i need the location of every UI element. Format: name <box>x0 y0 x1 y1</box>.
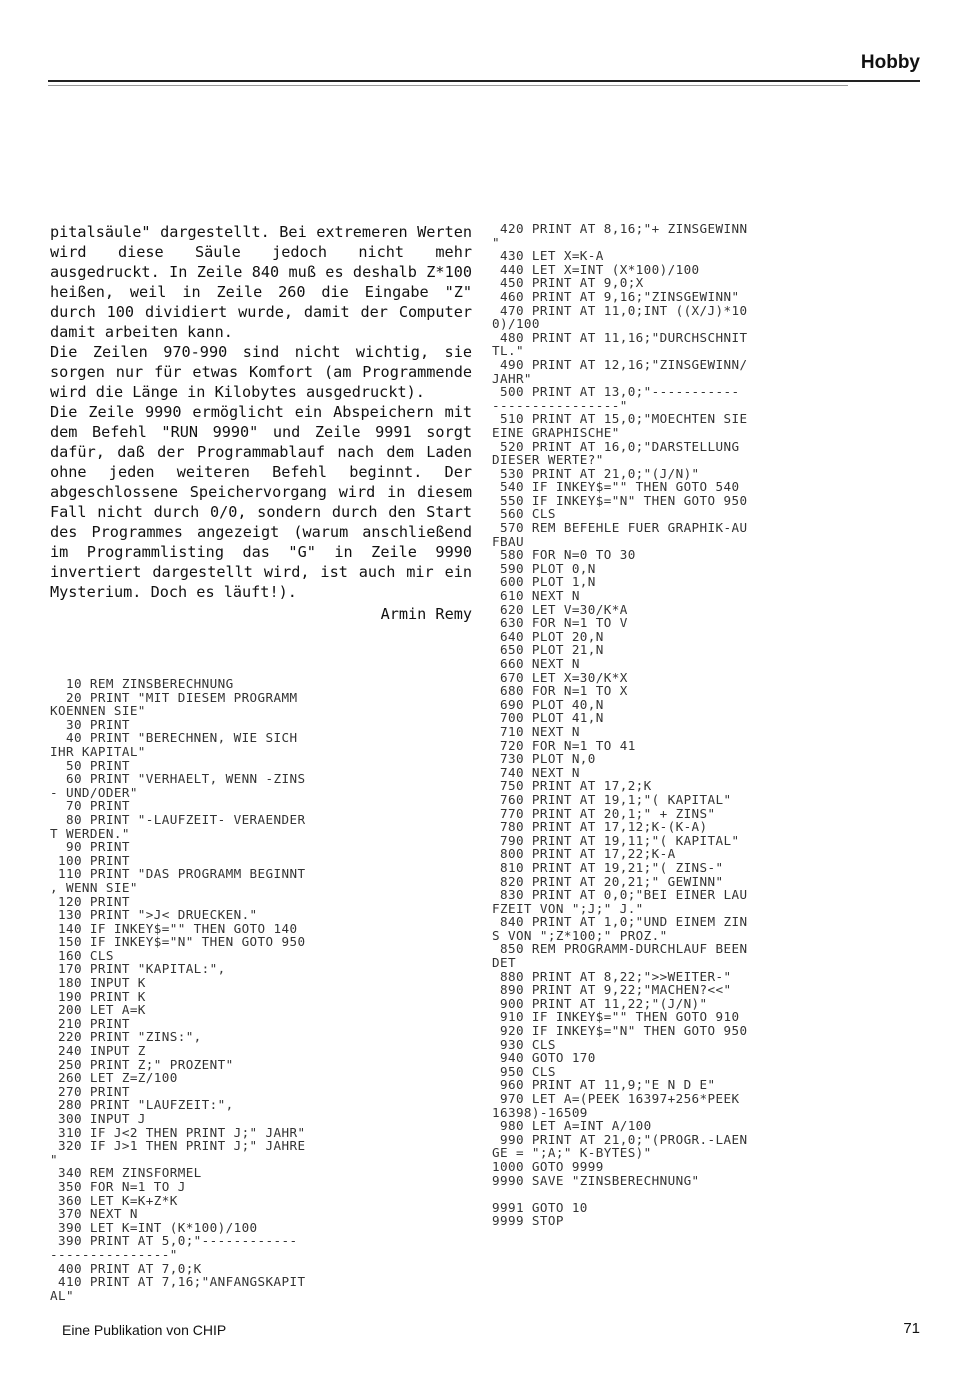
code-line: 580 FOR N=0 TO 30 <box>492 547 636 563</box>
code-line: 740 NEXT N <box>492 764 580 780</box>
code-line: 240 INPUT Z <box>50 1043 146 1059</box>
code-line: 850 REM PROGRAMM-DURCHLAUF BEEN <box>492 941 748 957</box>
code-line: 0)/100 <box>492 316 540 332</box>
code-line: T WERDEN." <box>50 825 130 841</box>
code-line: " <box>492 234 500 250</box>
code-line: 960 PRINT AT 11,9;"E N D E" <box>492 1077 716 1093</box>
code-line: 620 LET V=30/K*A <box>492 601 628 617</box>
code-line: 9999 STOP <box>492 1213 564 1229</box>
code-line: 750 PRINT AT 17,2;K <box>492 778 652 794</box>
code-line: 190 PRINT K <box>50 988 146 1004</box>
code-line: 700 PLOT 41,N <box>492 710 604 726</box>
code-line: 550 IF INKEY$="N" THEN GOTO 950 <box>492 492 748 508</box>
header-rule <box>48 80 920 82</box>
code-line: 560 CLS <box>492 506 556 522</box>
code-line: 790 PRINT AT 19,11;"( KAPITAL" <box>492 832 740 848</box>
code-line: 250 PRINT Z;" PROZENT" <box>50 1056 234 1072</box>
code-line: 50 PRINT <box>50 757 130 773</box>
code-line: 140 IF INKEY$="" THEN GOTO 140 <box>50 920 298 936</box>
paragraph: pitalsäule" dargestellt. Bei extremeren Werten wird diese Säule jedoch nicht mehr ausgedruckt. In Zeile 840 muß es deshalb Z*100 heißen, weil in Zeile 260 die Eingabe "Z" durch 100 dividiert wurde, damit der Computer damit arbeiten kann. <box>50 223 472 341</box>
code-line: 840 PRINT AT 1,0;"UND EINEM ZIN <box>492 914 748 930</box>
program-listing-right <box>492 222 747 1228</box>
code-line: 720 FOR N=1 TO 41 <box>492 737 636 753</box>
publisher-footer: Eine Publikation von CHIP <box>62 1322 227 1338</box>
code-line: 9991 GOTO 10 <box>492 1199 588 1215</box>
code-line: 540 IF INKEY$="" THEN GOTO 540 <box>492 479 740 495</box>
code-line: TL." <box>492 343 524 359</box>
code-line: 160 CLS <box>50 947 114 963</box>
code-line: 650 PLOT 21,N <box>492 642 604 658</box>
code-line: ---------------" <box>50 1246 178 1262</box>
program-listing-left <box>50 677 305 1302</box>
code-line: 970 LET A=(PEEK 16397+256*PEEK <box>492 1091 740 1106</box>
code-line: 460 PRINT AT 9,16;"ZINSGEWINN" <box>492 288 740 304</box>
code-line: 600 PLOT 1,N <box>492 574 596 590</box>
code-line: 280 PRINT "LAUFZEIT:", <box>50 1097 234 1113</box>
code-line: 530 PRINT AT 21,0;"(J/N)" <box>492 465 700 481</box>
code-line: 930 CLS <box>492 1036 556 1052</box>
author-name: Armin Remy <box>380 605 472 623</box>
code-line: 630 FOR N=1 TO V <box>492 615 628 631</box>
code-line: 490 PRINT AT 12,16;"ZINSGEWINN/ <box>492 356 748 372</box>
code-line: 110 PRINT "DAS PROGRAMM BEGINNT <box>50 866 306 882</box>
code-line: 16398)-16509 <box>492 1104 588 1120</box>
code-line: S VON ";Z*100;" PROZ." <box>492 927 668 943</box>
code-line: 680 FOR N=1 TO X <box>492 683 628 699</box>
code-line: 220 PRINT "ZINS:", <box>50 1029 202 1045</box>
code-line: KOENNEN SIE" <box>50 703 146 719</box>
code-line: 590 PLOT 0,N <box>492 560 596 576</box>
code-line: 610 NEXT N <box>492 588 580 604</box>
code-line: 80 PRINT "-LAUFZEIT- VERAENDER <box>50 811 306 827</box>
code-line: 410 PRINT AT 7,16;"ANFANGSKAPIT <box>50 1274 306 1290</box>
code-line: 910 IF INKEY$="" THEN GOTO 910 <box>492 1009 740 1025</box>
code-line: 760 PRINT AT 19,1;"( KAPITAL" <box>492 791 732 807</box>
code-line: 450 PRINT AT 9,0;X <box>492 275 644 291</box>
code-line: 670 LET X=30/K*X <box>492 669 628 685</box>
code-line: 270 PRINT <box>50 1083 130 1099</box>
code-line: 90 PRINT <box>50 839 130 855</box>
paragraph: Die Zeilen 970-990 sind nicht wichtig, sie sorgen nur für etwas Komfort (am Programmende wird die Länge in Kilobytes ausgedruckt). <box>50 343 472 401</box>
code-line <box>492 1187 747 1201</box>
code-line: 900 PRINT AT 11,22;"(J/N)" <box>492 995 708 1011</box>
code-line: DET <box>492 955 516 971</box>
code-line: 1000 GOTO 9999 <box>492 1158 604 1174</box>
code-line: 120 PRINT <box>50 893 130 909</box>
code-line: 40 PRINT "BERECHNEN, WIE SICH <box>50 730 298 746</box>
code-line: GE = ";A;" K-BYTES)" <box>492 1145 652 1161</box>
code-line: 990 PRINT AT 21,0;"(PROGR.-LAEN <box>492 1131 748 1147</box>
code-line: 170 PRINT "KAPITAL:", <box>50 961 226 977</box>
code-line: , WENN SIE" <box>50 879 138 895</box>
code-line: 320 IF J>1 THEN PRINT J;" JAHRE <box>50 1138 306 1154</box>
code-line: AL" <box>50 1287 74 1303</box>
code-line: 200 LET A=K <box>50 1002 146 1018</box>
code-line: 430 LET X=K-A <box>492 248 604 264</box>
code-line: JAHR" <box>492 370 532 386</box>
code-line: - UND/ODER" <box>50 784 138 800</box>
page-number: 71 <box>903 1320 920 1337</box>
code-line: 710 NEXT N <box>492 723 580 739</box>
article-text <box>50 222 472 624</box>
section-title: Hobby <box>860 52 920 73</box>
code-line: 210 PRINT <box>50 1015 130 1031</box>
code-line: 820 PRINT AT 20,21;" GEWINN" <box>492 873 724 889</box>
code-line: 510 PRINT AT 15,0;"MOECHTEN SIE <box>492 411 748 427</box>
code-line: 70 PRINT <box>50 798 130 814</box>
code-line: 890 PRINT AT 9,22;"MACHEN?<<" <box>492 982 732 998</box>
code-line: 180 INPUT K <box>50 975 146 991</box>
code-line: 950 CLS <box>492 1063 556 1079</box>
code-line: 400 PRINT AT 7,0;K <box>50 1260 202 1276</box>
code-line: 690 PLOT 40,N <box>492 696 604 712</box>
code-line: IHR KAPITAL" <box>50 743 146 759</box>
code-line: 920 IF INKEY$="N" THEN GOTO 950 <box>492 1023 748 1039</box>
code-line: 660 NEXT N <box>492 656 580 671</box>
code-line: 300 INPUT J <box>50 1111 146 1126</box>
code-line: 350 FOR N=1 TO J <box>50 1178 186 1194</box>
code-line: 370 NEXT N <box>50 1206 138 1222</box>
code-line: 10 REM ZINSBERECHNUNG <box>50 676 234 691</box>
code-line: 60 PRINT "VERHAELT, WENN -ZINS <box>50 771 306 787</box>
header-rule-thin <box>48 85 848 86</box>
code-line: 390 PRINT AT 5,0;"------------ <box>50 1233 298 1249</box>
code-line: 310 IF J<2 THEN PRINT J;" JAHR" <box>50 1124 306 1140</box>
code-line: 770 PRINT AT 20,1;" + ZINS" <box>492 805 716 821</box>
code-line: 360 LET K=K+Z*K <box>50 1192 178 1208</box>
code-line: 440 LET X=INT (X*100)/100 <box>492 261 700 277</box>
code-line: " <box>50 1151 58 1167</box>
code-line: 810 PRINT AT 19,21;"( ZINS-" <box>492 859 724 875</box>
code-line: 830 PRINT AT 0,0;"BEI EINER LAU <box>492 887 748 903</box>
code-line: 730 PLOT N,0 <box>492 751 596 767</box>
code-line: FBAU <box>492 533 524 549</box>
code-line: 20 PRINT "MIT DIESEM PROGRAMM <box>50 689 298 705</box>
code-line: 980 LET A=INT A/100 <box>492 1118 652 1134</box>
code-line: 30 PRINT <box>50 716 130 732</box>
code-line: 420 PRINT AT 8,16;"+ ZINSGEWINN <box>492 221 748 236</box>
code-line: 500 PRINT AT 13,0;"----------- <box>492 384 740 400</box>
code-line: EINE GRAPHISCHE" <box>492 424 620 440</box>
code-line: 340 REM ZINSFORMEL <box>50 1165 202 1181</box>
code-line: 520 PRINT AT 16,0;"DARSTELLUNG <box>492 438 740 454</box>
code-line: 390 LET K=INT (K*100)/100 <box>50 1219 258 1235</box>
code-line: ----------------" <box>492 397 628 413</box>
code-line: 150 IF INKEY$="N" THEN GOTO 950 <box>50 934 306 950</box>
code-line: 780 PRINT AT 17,12;K-(K-A) <box>492 819 708 835</box>
paragraph: Die Zeile 9990 ermöglicht ein Abspeichern mit dem Befehl "RUN 9990" und Zeile 9991 sorgt dafür, daß der Programmablauf nach dem Laden ohne jeden weiteren Befehl beginnt. Der abgeschlossene Speichervorgang wird in diesem Fall nicht durch 0/0, sondern durch den Start des Programmes angezeigt (warum anschließend im Programmlisting das "G" in Zeile 9990 invertiert dargestellt wird, ist auch mir ein Mysterium. Doch es läuft!). <box>50 403 472 601</box>
code-line: 130 PRINT ">J< DRUECKEN." <box>50 907 258 923</box>
code-line: 470 PRINT AT 11,0;INT ((X/J)*10 <box>492 302 748 318</box>
code-line: 940 GOTO 170 <box>492 1050 596 1066</box>
code-line: FZEIT VON ";J;" J." <box>492 900 644 916</box>
code-line: 480 PRINT AT 11,16;"DURCHSCHNIT <box>492 329 748 345</box>
code-line: 570 REM BEFEHLE FUER GRAPHIK-AU <box>492 520 748 536</box>
code-line: 9990 SAVE "ZINSBERECHNUNG" <box>492 1172 700 1188</box>
code-line: 800 PRINT AT 17,22;K-A <box>492 846 676 862</box>
code-line: 100 PRINT <box>50 852 130 868</box>
code-line: 260 LET Z=Z/100 <box>50 1070 178 1086</box>
code-line: DIESER WERTE?" <box>492 452 604 468</box>
code-line: 880 PRINT AT 8,22;">>WEITER-" <box>492 968 732 984</box>
code-line: 640 PLOT 20,N <box>492 628 604 644</box>
